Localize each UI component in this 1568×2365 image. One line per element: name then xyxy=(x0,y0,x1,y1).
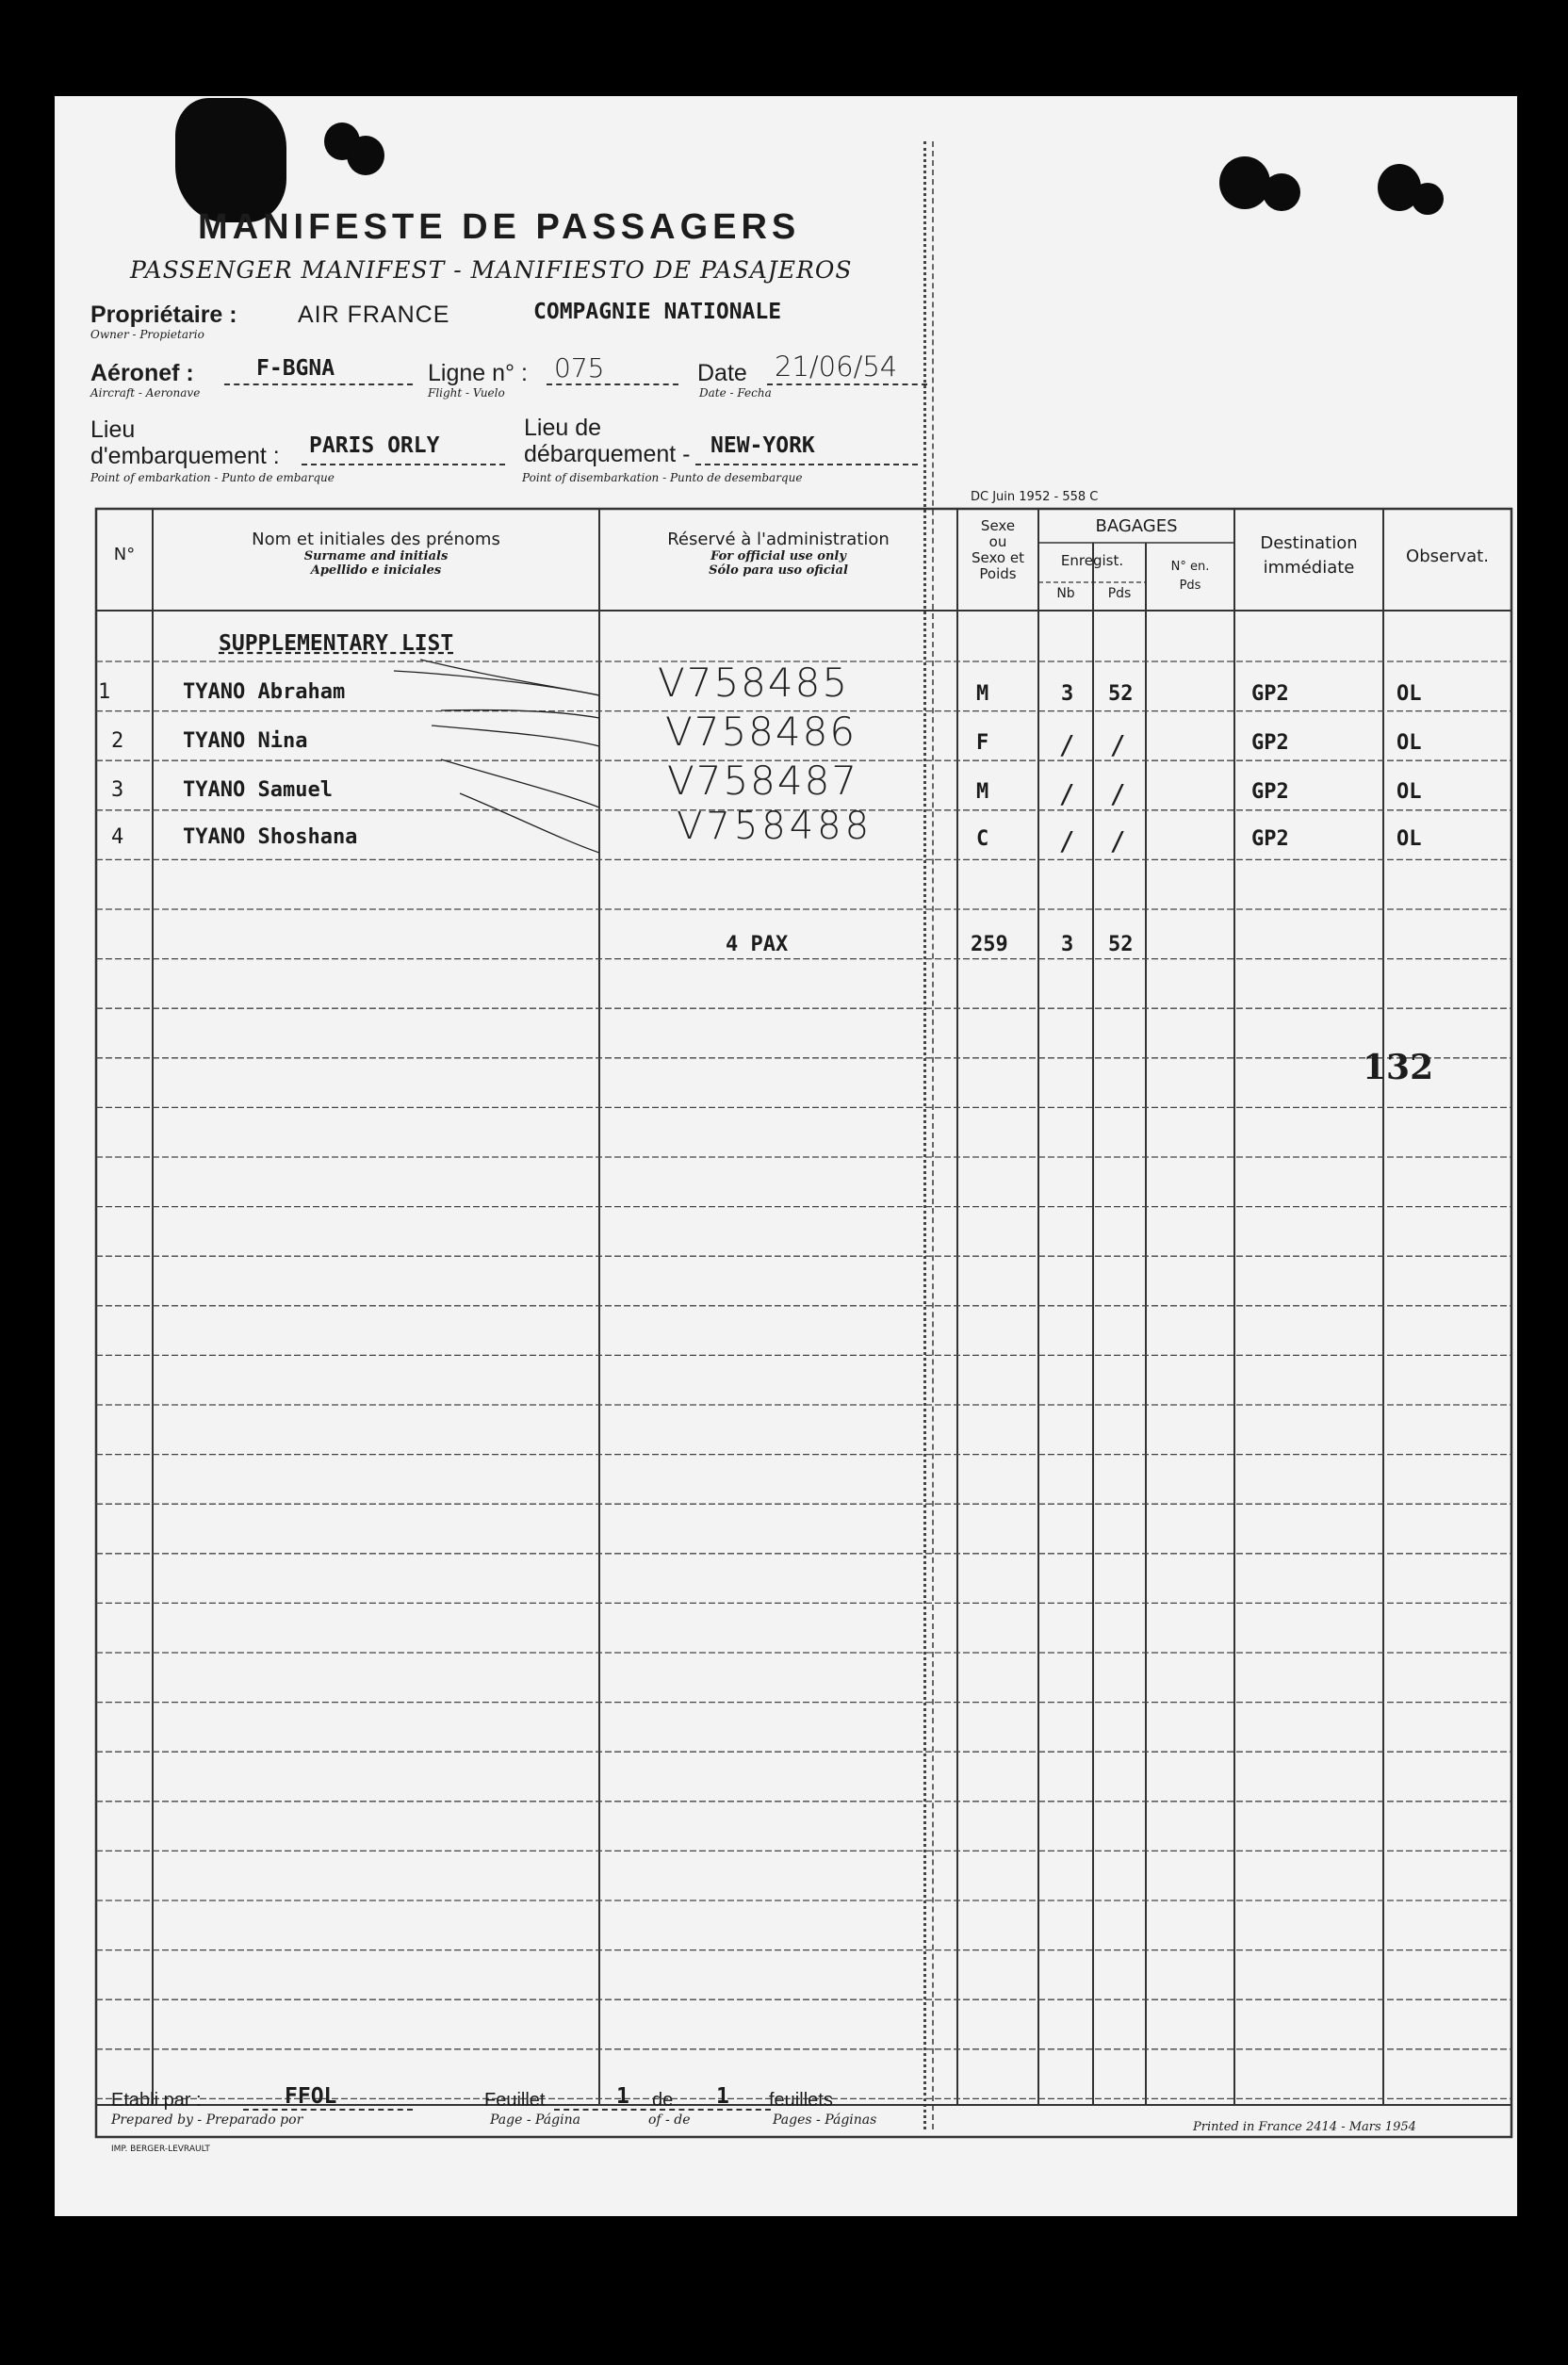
sheet-value: 1 xyxy=(616,2084,629,2109)
col-admin-label: Réservé à l'administration xyxy=(667,530,890,549)
disembark-small: Point of disembarkation - Punto de desembarque xyxy=(522,471,803,484)
passenger-no: 2 xyxy=(111,729,124,753)
printer-small: IMP. BERGER-LEVRAULT xyxy=(111,2145,210,2154)
passenger-ticket: V758486 xyxy=(665,709,858,755)
passenger-destination: GP2 xyxy=(1251,731,1289,755)
sheets-label: feuillets xyxy=(769,2090,833,2111)
passenger-sex: M xyxy=(976,780,989,804)
disembark-label-1: Lieu de xyxy=(524,415,602,441)
total-weight: 259 xyxy=(971,933,1008,956)
manifest-table-grid xyxy=(55,96,1517,2216)
passenger-name: TYANO Nina xyxy=(183,729,308,753)
prepared-by-small: Prepared by - Preparado por xyxy=(111,2112,303,2128)
passenger-observation: OL xyxy=(1396,827,1422,851)
total-bag-nb: 3 xyxy=(1061,933,1074,956)
total-bag-pds: 52 xyxy=(1108,933,1134,956)
col-name-label: Nom et initiales des prénoms xyxy=(252,530,500,549)
passenger-ticket: V758488 xyxy=(677,805,874,848)
passenger-destination: GP2 xyxy=(1251,682,1289,706)
manifest-subtitle: PASSENGER MANIFEST - MANIFIESTO DE PASAJEROS xyxy=(130,256,853,284)
of-value: 1 xyxy=(716,2084,729,2109)
col-name-sub1: Surname and initials xyxy=(303,549,449,563)
col-no-label: N° xyxy=(113,545,136,564)
embark-small: Point of embarkation - Punto de embarque xyxy=(90,471,335,484)
passenger-sex: F xyxy=(976,731,989,755)
passenger-bag-pds: / xyxy=(1110,778,1126,809)
col-sex-3: Sexo et xyxy=(972,549,1024,566)
aircraft-label: Aéronef : xyxy=(90,360,194,386)
owner-value: AIR FRANCE xyxy=(298,302,450,328)
sheet-small-3: Pages - Páginas xyxy=(773,2112,877,2128)
embark-value: PARIS ORLY xyxy=(309,433,440,458)
col-unreg-2: Pds xyxy=(1179,579,1201,593)
col-unreg-1: N° en. xyxy=(1170,560,1210,574)
aircraft-small: Aircraft - Aeronave xyxy=(90,386,201,400)
col-header-observations: Observat. xyxy=(1406,546,1489,566)
col-header-name xyxy=(153,530,599,578)
col-admin-sub1: For official use only xyxy=(710,549,846,563)
disembark-label-2: débarquement - xyxy=(524,441,691,467)
passenger-bag-nb: / xyxy=(1059,825,1075,856)
passenger-sex: C xyxy=(976,827,989,851)
date-value: 21/06/54 xyxy=(775,351,898,383)
owner-label: Propriétaire : xyxy=(90,302,237,328)
passenger-no: 4 xyxy=(111,825,124,849)
passenger-no: 1 xyxy=(98,680,111,704)
col-header-destination xyxy=(1234,531,1383,580)
of-label: de xyxy=(652,2090,674,2111)
prepared-by-underline xyxy=(243,2109,413,2111)
passenger-bag-pds: 52 xyxy=(1108,682,1134,706)
total-pax: 4 PAX xyxy=(726,933,789,956)
passenger-no: 3 xyxy=(111,778,124,802)
col-header-no xyxy=(96,545,153,564)
passenger-bag-pds: / xyxy=(1110,729,1126,760)
col-header-nb: Nb xyxy=(1056,586,1075,601)
form-code: DC Juin 1952 - 558 C xyxy=(971,490,1099,504)
line-label: Ligne n° : xyxy=(428,360,528,386)
prepared-by-value: FFOL xyxy=(285,2084,337,2109)
list-heading: SUPPLEMENTARY LIST xyxy=(219,631,454,656)
sheet-small-2: of - de xyxy=(648,2112,691,2128)
prepared-by-label: Etabli par : xyxy=(111,2090,202,2111)
passenger-ticket: V758487 xyxy=(667,758,859,804)
col-header-pds: Pds xyxy=(1107,586,1132,601)
col-header-admin xyxy=(599,530,957,578)
owner-extra: COMPAGNIE NATIONALE xyxy=(533,300,782,324)
page-stamp-number: 132 xyxy=(1363,1048,1434,1087)
passenger-name: TYANO Samuel xyxy=(183,778,333,802)
sheet-label: Feuillet xyxy=(484,2090,546,2111)
date-label: Date xyxy=(697,360,747,386)
embark-label-2: d'embarquement : xyxy=(90,443,280,469)
embark-label-1: Lieu xyxy=(90,416,136,443)
col-header-baggage: BAGAGES xyxy=(1095,516,1178,536)
passenger-name: TYANO Shoshana xyxy=(183,825,358,849)
passenger-bag-nb: / xyxy=(1059,729,1075,760)
passenger-observation: OL xyxy=(1396,682,1422,706)
line-small: Flight - Vuelo xyxy=(428,386,505,400)
disembark-value: NEW-YORK xyxy=(710,433,815,458)
col-header-unregistered xyxy=(1146,558,1234,595)
passenger-sex: M xyxy=(976,682,989,706)
owner-small: Owner - Propietario xyxy=(90,328,204,341)
passenger-name: TYANO Abraham xyxy=(183,680,346,704)
passenger-destination: GP2 xyxy=(1251,780,1289,804)
passenger-observation: OL xyxy=(1396,731,1422,755)
date-small: Date - Fecha xyxy=(699,386,772,400)
col-admin-sub2: Sólo para uso oficial xyxy=(709,563,848,578)
col-sex-4: Poids xyxy=(979,565,1017,582)
aircraft-value: F-BGNA xyxy=(256,356,335,381)
manifest-title: MANIFESTE DE PASSAGERS xyxy=(198,207,801,247)
col-header-registered: Enregist. xyxy=(1060,552,1124,569)
line-value: 075 xyxy=(554,352,605,383)
passenger-ticket: V758485 xyxy=(658,660,850,706)
passenger-bag-nb: 3 xyxy=(1061,682,1074,706)
passenger-observation: OL xyxy=(1396,780,1422,804)
printed-note: Printed in France 2414 - Mars 1954 xyxy=(1193,2120,1416,2134)
passenger-bag-nb: / xyxy=(1059,778,1075,809)
sheet-small-1: Page - Página xyxy=(490,2112,580,2128)
col-dest-2: immédiate xyxy=(1263,558,1355,578)
manifest-sheet xyxy=(55,96,1517,2216)
col-name-sub2: Apellido e iniciales xyxy=(310,563,442,578)
col-sex-1: Sexe xyxy=(980,517,1016,534)
passenger-destination: GP2 xyxy=(1251,827,1289,851)
passenger-bag-pds: / xyxy=(1110,825,1126,856)
col-sex-2: ou xyxy=(988,533,1007,550)
sheet-underline xyxy=(554,2109,771,2111)
col-header-sex xyxy=(957,518,1038,582)
col-dest-1: Destination xyxy=(1260,533,1358,553)
